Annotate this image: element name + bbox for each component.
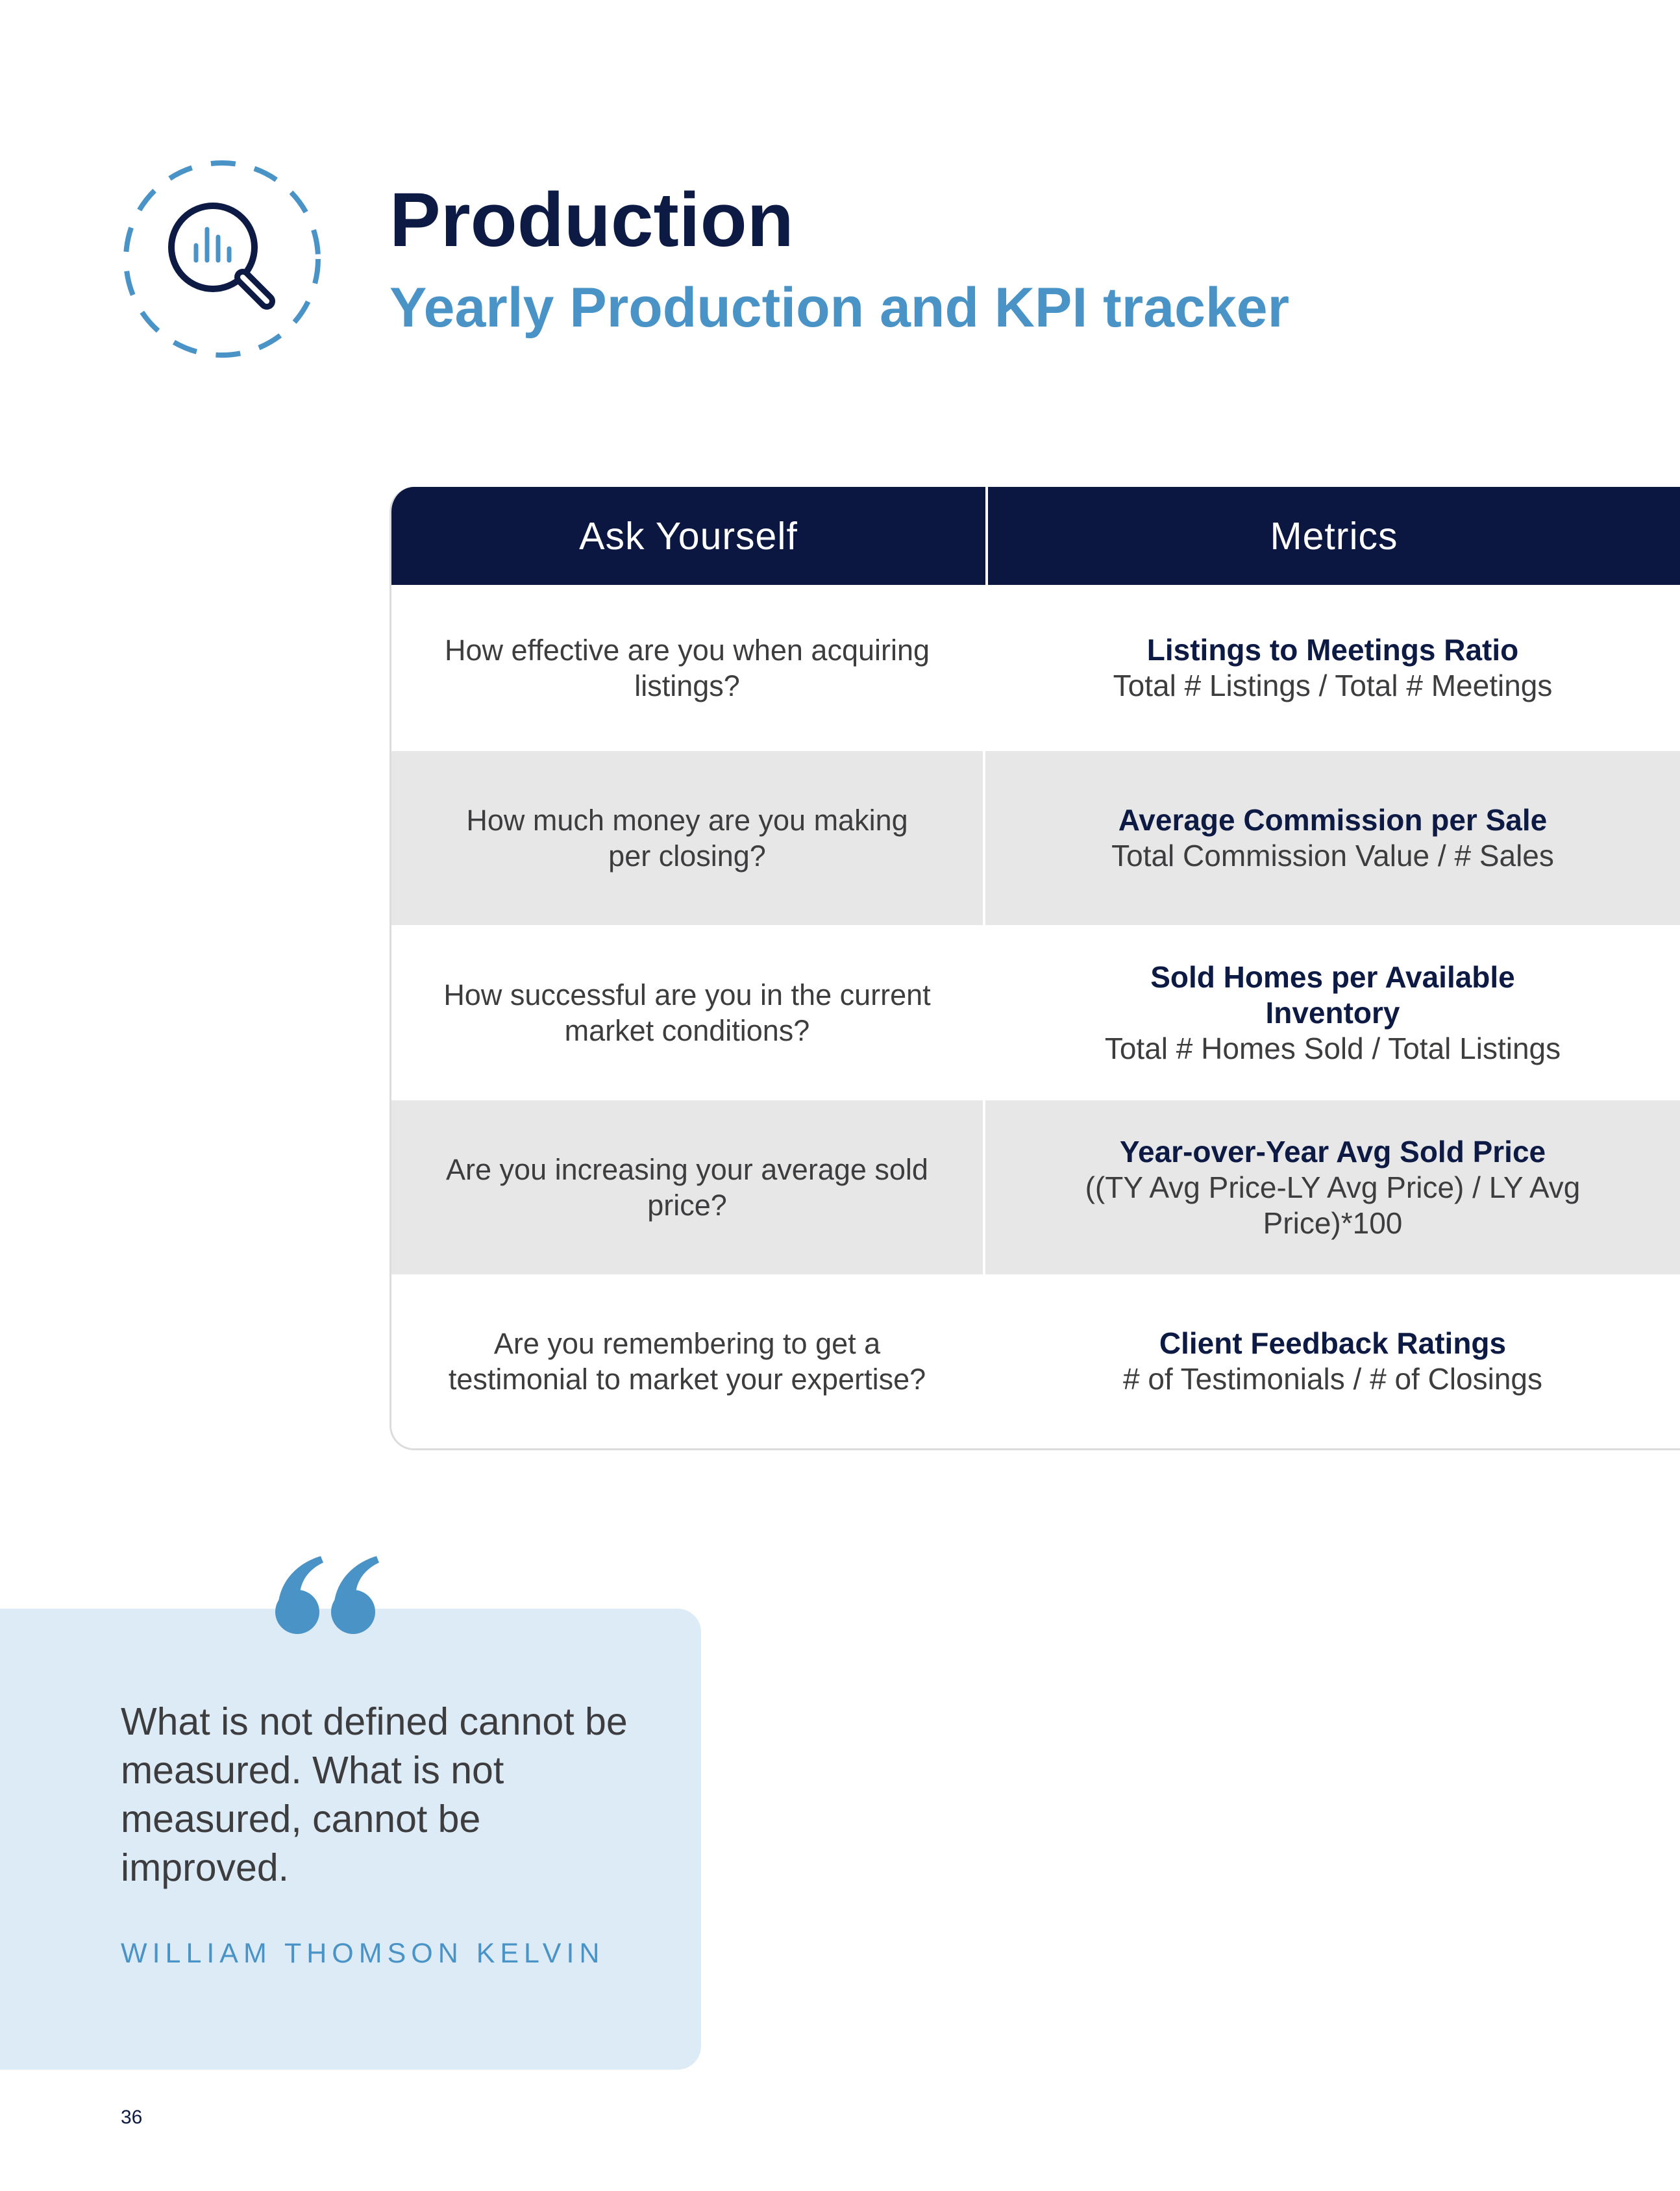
metric-name: Client Feedback Ratings [1159,1326,1507,1360]
column-header-ask-yourself: Ask Yourself [391,487,988,585]
metric-formula: Total Commission Value / # Sales [1111,839,1554,873]
table-row [391,1274,1680,1448]
question-text: How effective are you when acquiring listings? [444,634,930,702]
page-number: 36 [121,2107,143,2128]
metric-formula: Total # Homes Sold / Total Listings [1104,1031,1561,1065]
metric-cell [985,751,1680,925]
question-text: How much money are you making per closing? [466,804,908,873]
quote-author: WILLIAM THOMSON KELVIN [121,1938,605,1969]
metric-cell [985,1274,1680,1448]
table-row [391,585,1680,751]
page-subtitle: Yearly Production and KPI tracker [389,277,1290,339]
magnifier-bar-chart-icon [121,158,323,360]
quotation-mark-icon [273,1555,383,1636]
metric-formula: Total # Listings / Total # Meetings [1113,669,1553,702]
question-text: How successful are you in the current market conditions? [443,978,931,1047]
metric-cell [985,585,1680,751]
metric-name: Average Commission per Sale [1118,803,1548,837]
column-header-metrics: Metrics [1270,514,1398,558]
table-row [391,751,1680,925]
metric-cell [985,1100,1680,1274]
metric-formula: ((TY Avg Price-LY Avg Price) / LY Avg Price)*100 [1085,1170,1581,1240]
table-row [391,1100,1680,1274]
metric-name: Listings to Meetings Ratio [1146,633,1519,667]
metric-cell [985,925,1680,1100]
metric-name: Year-over-Year Avg Sold Price [1119,1134,1546,1169]
table-row [391,925,1680,1100]
question-cell [391,1274,985,1448]
question-cell [391,751,985,925]
question-cell [391,1100,985,1274]
metric-formula: # of Testimonials / # of Closings [1122,1362,1543,1396]
table-header-row [391,487,1680,585]
metric-name: Sold Homes per Available Inventory [1150,959,1515,1030]
question-cell [391,925,985,1100]
question-text: Are you increasing your average sold price? [446,1153,928,1222]
kpi-table [389,487,1680,1450]
question-cell [391,585,985,751]
page-title: Production [389,177,794,263]
question-text: Are you remembering to get a testimonial to market your expertise? [448,1327,926,1396]
quote-text: What is not defined cannot be measured. What is not measured, cannot be improved. [121,1700,628,1889]
